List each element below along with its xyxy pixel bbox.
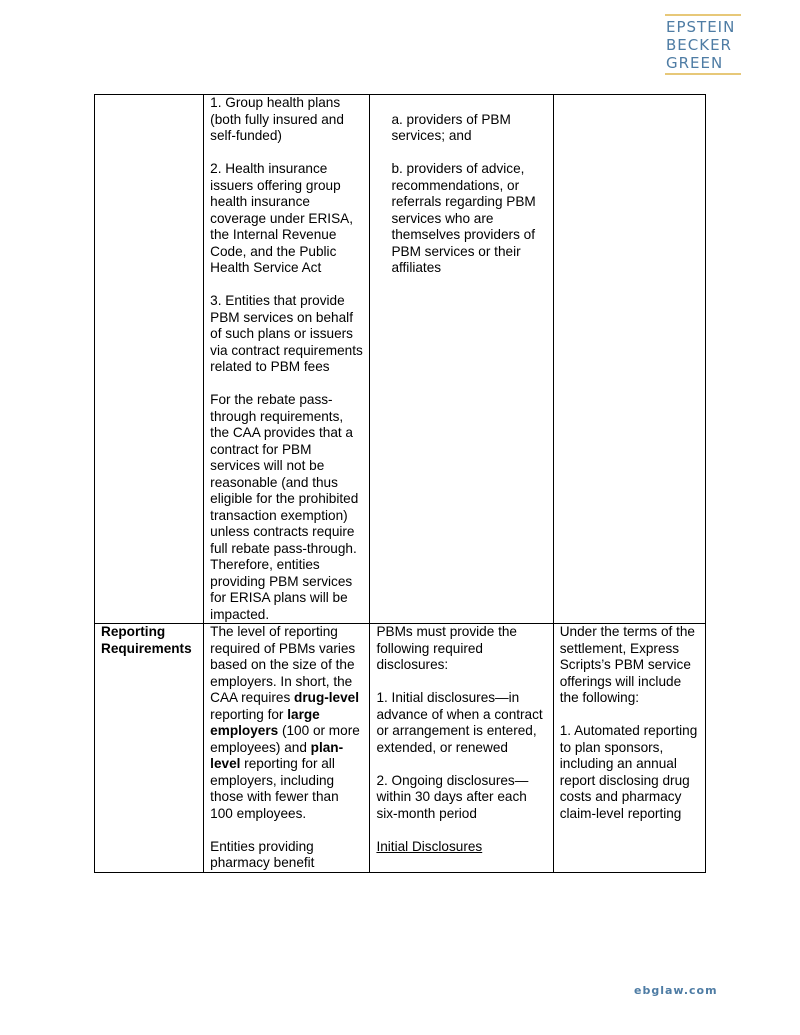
row1-col2-cell [204, 95, 370, 624]
comparison-table [94, 94, 706, 873]
row2-col4-para-2: 1. Automated reporting to plan sponsors, including an annual report disclosing drug costs and pharmacy claim-level reporting [559, 723, 698, 821]
row2-col4-cell [553, 624, 705, 873]
logo-rule-top [665, 14, 741, 16]
initial-disclosures-heading: Initial Disclosures [376, 838, 483, 854]
footer-site-link[interactable]: ebglaw.com [634, 984, 718, 997]
logo-line-2: BECKER [666, 36, 732, 54]
row2-col2-cell [204, 624, 370, 873]
row1-col4-cell [553, 95, 705, 624]
row1-col2-para-1: 1. Group health plans (both fully insured and self-funded) [210, 95, 344, 143]
row1-col3-para-1: a. providers of PBM services; and [391, 111, 511, 143]
text-run: reporting for all employers, including those with fewer than 100 employees. [210, 756, 339, 821]
logo-rule-bottom [665, 73, 741, 75]
reporting-requirements-heading: Reporting Requirements [95, 624, 204, 873]
row1-col2-para-3: 3. Entities that provide PBM services on behalf of such plans or issuers via contract requirements related to PBM fees [210, 293, 363, 374]
bold-drug-level: drug-level [294, 690, 360, 705]
bold-large-employers: large employers [210, 706, 320, 738]
row1-heading-cell [95, 95, 204, 624]
text-run: reporting for [210, 706, 288, 722]
row2-col3-para-2: 1. Initial disclosures—in advance of when a contract or arrangement is entered, extended, or renewed [376, 690, 543, 755]
bold-plan-level: plan-level [210, 739, 344, 771]
row1-col2-para-4: For the rebate pass-through requirements, the CAA provides that a contract for PBM services will not be reasonable (and thus eligible for the prohibited transaction exemption) unless contracts require full rebate pass-through. Therefore, entities providing PBM services for ERISA plans will be impacted. [210, 392, 359, 622]
row1-col3-cell [370, 95, 553, 624]
row2-col3-para-1: PBMs must provide the following required disclosures: [376, 624, 517, 672]
table-row [95, 95, 706, 624]
logo-line-3: GREEN [666, 54, 724, 72]
text-run: (100 or more employees) and [210, 723, 360, 755]
text-run: The level of reporting required of PBMs varies based on the size of the employers. In short, the CAA requires [210, 624, 356, 705]
table-row [95, 624, 706, 873]
row1-col3-para-2: b. providers of advice, recommendations, or referrals regarding PBM services who are themselves providers of PBM services or their affiliates [391, 161, 536, 275]
row2-col2-para-2: Entities providing pharmacy benefit [210, 838, 315, 870]
row2-col2-para-1 [210, 624, 363, 822]
logo-line-1: EPSTEIN [666, 18, 736, 36]
firm-logo [665, 14, 741, 75]
row2-col4-para-1: Under the terms of the settlement, Express Scripts’s PBM service offerings will include the following: [559, 624, 695, 705]
row1-col2-para-2: 2. Health insurance issuers offering group health insurance coverage under ERISA, the Internal Revenue Code, and the Public Health Service Act [210, 161, 353, 275]
row2-col3-cell [370, 624, 553, 873]
row2-col3-para-3: 2. Ongoing disclosures—within 30 days after each six-month period [376, 772, 529, 821]
